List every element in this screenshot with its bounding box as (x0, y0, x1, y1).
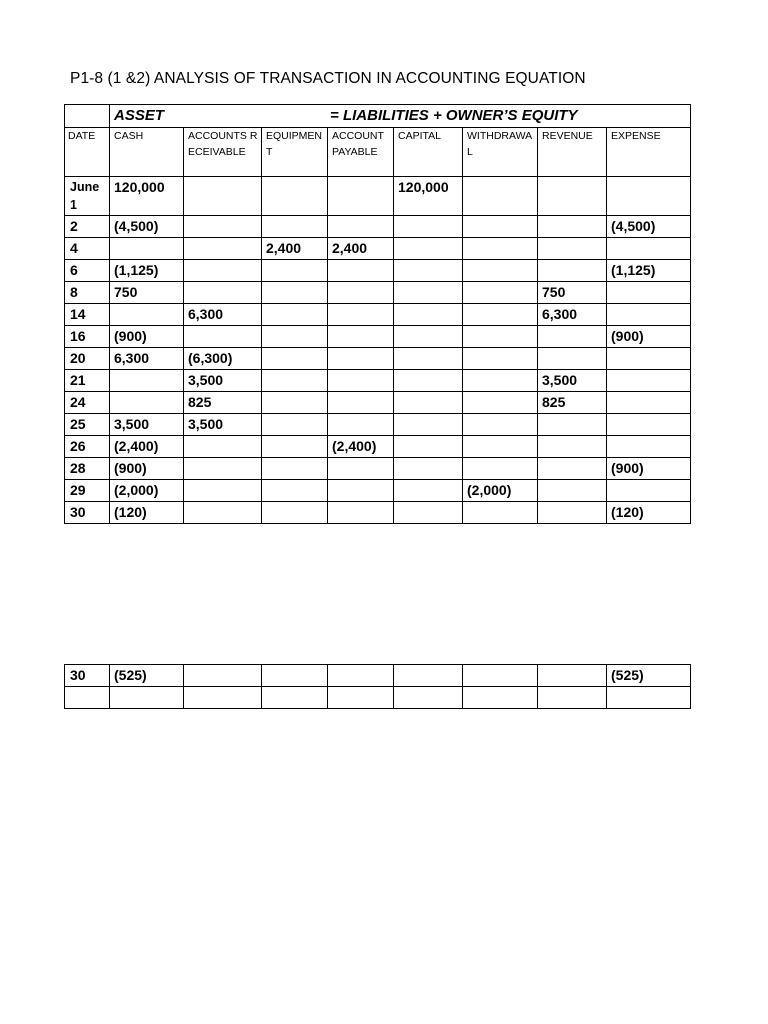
cell-cash: (900) (110, 458, 184, 480)
cell-expense: (900) (607, 326, 691, 348)
cell-expense (607, 687, 691, 709)
cell-expense (607, 304, 691, 326)
cell-account-payable (328, 260, 394, 282)
cell-account-payable (328, 326, 394, 348)
header-withdrawal: WITHDRAWAL (463, 128, 538, 177)
cell-cash: (900) (110, 326, 184, 348)
table-row (65, 177, 691, 216)
cell-cash: 3,500 (110, 414, 184, 436)
table-row (65, 348, 691, 370)
cell-cash (110, 687, 184, 709)
cell-equipment (262, 414, 328, 436)
cell-expense (607, 177, 691, 216)
cell-date: 2 (65, 216, 110, 238)
cell-cash: (2,400) (110, 436, 184, 458)
transaction-table (64, 104, 691, 524)
header-account-payable: ACCOUNT PAYABLE (328, 128, 394, 177)
cell-capital: 120,000 (394, 177, 463, 216)
cell-revenue (538, 216, 607, 238)
cell-accounts-receivable (184, 238, 262, 260)
cell-revenue (538, 414, 607, 436)
cell-cash (110, 238, 184, 260)
cell-withdrawal (463, 392, 538, 414)
cell-expense: (900) (607, 458, 691, 480)
header-cash: CASH (110, 128, 184, 177)
cell-capital (394, 458, 463, 480)
cell-accounts-receivable (184, 216, 262, 238)
cell-equipment (262, 665, 328, 687)
cell-date: 14 (65, 304, 110, 326)
cell-expense (607, 370, 691, 392)
cell-revenue (538, 665, 607, 687)
cell-withdrawal (463, 238, 538, 260)
additional-rows (65, 665, 691, 709)
cell-revenue (538, 687, 607, 709)
cell-equipment (262, 502, 328, 524)
header-revenue: REVENUE (538, 128, 607, 177)
cell-cash: (2,000) (110, 480, 184, 502)
cell-accounts-receivable (184, 436, 262, 458)
table-row (65, 282, 691, 304)
table-row (65, 502, 691, 524)
cell-equipment (262, 458, 328, 480)
cell-withdrawal (463, 348, 538, 370)
cell-equipment (262, 260, 328, 282)
cell-revenue (538, 177, 607, 216)
cell-withdrawal (463, 665, 538, 687)
cell-account-payable (328, 282, 394, 304)
cell-revenue (538, 348, 607, 370)
cell-withdrawal (463, 502, 538, 524)
cell-capital (394, 260, 463, 282)
cell-capital (394, 370, 463, 392)
cell-expense: (525) (607, 665, 691, 687)
cell-accounts-receivable: 3,500 (184, 370, 262, 392)
cell-revenue (538, 326, 607, 348)
table-row (65, 687, 691, 709)
cell-date: 6 (65, 260, 110, 282)
additional-transaction-table (64, 664, 691, 709)
cell-capital (394, 238, 463, 260)
cell-date: June 1 (65, 177, 110, 216)
cell-account-payable (328, 304, 394, 326)
cell-account-payable: (2,400) (328, 436, 394, 458)
cell-accounts-receivable (184, 282, 262, 304)
cell-capital (394, 282, 463, 304)
table-row (65, 436, 691, 458)
cell-expense: (1,125) (607, 260, 691, 282)
cell-date (65, 687, 110, 709)
cell-revenue: 825 (538, 392, 607, 414)
cell-accounts-receivable: 6,300 (184, 304, 262, 326)
table-row (65, 216, 691, 238)
cell-revenue (538, 480, 607, 502)
cell-account-payable (328, 177, 394, 216)
cell-accounts-receivable: 825 (184, 392, 262, 414)
header-accounts-receivable: ACCOUNTS RECEIVABLE (184, 128, 262, 177)
cell-expense (607, 348, 691, 370)
cell-capital (394, 348, 463, 370)
cell-date: 29 (65, 480, 110, 502)
cell-equipment (262, 348, 328, 370)
cell-withdrawal (463, 304, 538, 326)
cell-expense: (120) (607, 502, 691, 524)
cell-accounts-receivable: 3,500 (184, 414, 262, 436)
cell-expense (607, 282, 691, 304)
cell-account-payable (328, 502, 394, 524)
cell-equipment (262, 687, 328, 709)
cell-capital (394, 436, 463, 458)
cell-revenue (538, 502, 607, 524)
cell-revenue (538, 260, 607, 282)
cell-expense (607, 436, 691, 458)
cell-capital (394, 392, 463, 414)
cell-accounts-receivable (184, 502, 262, 524)
cell-expense (607, 414, 691, 436)
cell-accounts-receivable: (6,300) (184, 348, 262, 370)
cell-cash: (4,500) (110, 216, 184, 238)
cell-equipment (262, 480, 328, 502)
cell-account-payable (328, 414, 394, 436)
cell-equipment (262, 436, 328, 458)
cell-date: 16 (65, 326, 110, 348)
cell-revenue (538, 238, 607, 260)
cell-withdrawal (463, 436, 538, 458)
cell-revenue (538, 436, 607, 458)
header-date: DATE (65, 128, 110, 177)
cell-account-payable (328, 665, 394, 687)
table-row (65, 665, 691, 687)
cell-withdrawal (463, 326, 538, 348)
cell-equipment (262, 392, 328, 414)
cell-date: 21 (65, 370, 110, 392)
cell-expense (607, 392, 691, 414)
cell-expense (607, 480, 691, 502)
cell-withdrawal (463, 458, 538, 480)
cell-equipment (262, 177, 328, 216)
cell-date: 30 (65, 502, 110, 524)
cell-cash: 750 (110, 282, 184, 304)
cell-withdrawal (463, 216, 538, 238)
transaction-rows (65, 177, 691, 524)
cell-capital (394, 665, 463, 687)
cell-revenue (538, 458, 607, 480)
cell-accounts-receivable (184, 665, 262, 687)
band-empty-cell (65, 105, 110, 128)
cell-capital (394, 304, 463, 326)
cell-accounts-receivable (184, 326, 262, 348)
cell-cash: 6,300 (110, 348, 184, 370)
table-row (65, 238, 691, 260)
cell-equipment (262, 304, 328, 326)
cell-expense: (4,500) (607, 216, 691, 238)
cell-accounts-receivable (184, 458, 262, 480)
page-title: P1-8 (1 &2) ANALYSIS OF TRANSACTION IN ACCOUNTING EQUATION (70, 70, 586, 87)
equation-band-cell (110, 105, 691, 128)
cell-expense (607, 238, 691, 260)
cell-revenue: 750 (538, 282, 607, 304)
cell-accounts-receivable (184, 687, 262, 709)
cell-account-payable (328, 458, 394, 480)
cell-withdrawal (463, 260, 538, 282)
cell-cash (110, 392, 184, 414)
cell-withdrawal (463, 177, 538, 216)
cell-accounts-receivable (184, 177, 262, 216)
header-equipment: EQUIPMENT (262, 128, 328, 177)
cell-accounts-receivable (184, 260, 262, 282)
cell-equipment: 2,400 (262, 238, 328, 260)
equation-label: = LIABILITIES + OWNER’S EQUITY (330, 107, 578, 124)
header-row (65, 128, 691, 177)
cell-withdrawal (463, 414, 538, 436)
cell-capital (394, 326, 463, 348)
cell-account-payable (328, 216, 394, 238)
table-row (65, 414, 691, 436)
cell-cash: (120) (110, 502, 184, 524)
cell-date: 26 (65, 436, 110, 458)
cell-capital (394, 480, 463, 502)
cell-withdrawal (463, 370, 538, 392)
cell-account-payable (328, 480, 394, 502)
table-row (65, 480, 691, 502)
cell-cash (110, 370, 184, 392)
table-row (65, 370, 691, 392)
cell-date: 4 (65, 238, 110, 260)
table-row (65, 326, 691, 348)
cell-withdrawal (463, 282, 538, 304)
asset-label: ASSET (114, 107, 165, 124)
cell-revenue: 6,300 (538, 304, 607, 326)
cell-account-payable (328, 370, 394, 392)
cell-capital (394, 414, 463, 436)
header-capital: CAPITAL (394, 128, 463, 177)
cell-date: 8 (65, 282, 110, 304)
cell-withdrawal: (2,000) (463, 480, 538, 502)
cell-cash (110, 304, 184, 326)
cell-equipment (262, 370, 328, 392)
cell-date: 24 (65, 392, 110, 414)
table-row (65, 304, 691, 326)
cell-date: 20 (65, 348, 110, 370)
table-row (65, 260, 691, 282)
cell-equipment (262, 326, 328, 348)
cell-capital (394, 216, 463, 238)
equation-band-row (65, 105, 691, 128)
cell-date: 25 (65, 414, 110, 436)
cell-date: 28 (65, 458, 110, 480)
cell-date: 30 (65, 665, 110, 687)
table-row (65, 392, 691, 414)
cell-cash: 120,000 (110, 177, 184, 216)
table-row (65, 458, 691, 480)
cell-account-payable (328, 687, 394, 709)
cell-account-payable (328, 392, 394, 414)
cell-cash: (1,125) (110, 260, 184, 282)
cell-cash: (525) (110, 665, 184, 687)
cell-revenue: 3,500 (538, 370, 607, 392)
cell-account-payable (328, 348, 394, 370)
cell-accounts-receivable (184, 480, 262, 502)
cell-capital (394, 502, 463, 524)
header-expense: EXPENSE (607, 128, 691, 177)
cell-capital (394, 687, 463, 709)
cell-equipment (262, 216, 328, 238)
cell-withdrawal (463, 687, 538, 709)
cell-account-payable: 2,400 (328, 238, 394, 260)
cell-equipment (262, 282, 328, 304)
